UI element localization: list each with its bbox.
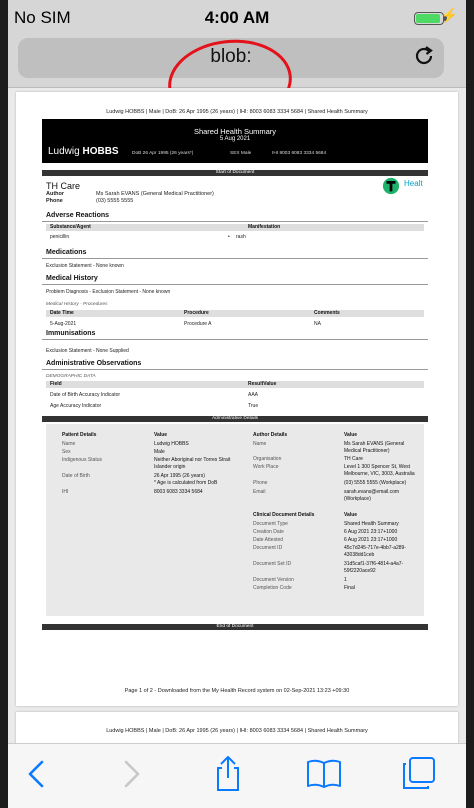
page2-header-line: Ludwig HOBBS | Male | DoB: 26 Apr 1995 (26 years) | IHI: 8003 6083 3334 5684 | Shared Health Summary <box>106 728 368 734</box>
cd-completion-label: Completion Code <box>253 585 292 591</box>
cd-setid-value: 31d5caf1-37f6-4814-a4a7-59f2220ace92 <box>344 561 404 574</box>
battery-fill <box>416 14 440 23</box>
adverse-reactions-heading: Adverse Reactions <box>46 212 110 219</box>
clinical-value-heading: Value <box>344 512 358 518</box>
url-text[interactable]: blob: <box>210 46 252 67</box>
banner-dob: DoB 26 Apr 1995 (26 years*) <box>132 151 194 156</box>
page-header-line: Ludwig HOBBS | Male | DoB: 26 Apr 1995 (26 years) | IHI: 8003 6083 3334 5684 | Shared Health Summary <box>106 109 368 115</box>
pd-ihi-value: 8003 6083 3334 5684 <box>154 489 203 495</box>
patient-last-name: HOBBS <box>82 146 119 157</box>
ad-phone-value: (03) 5555 5555 (Workplace) <box>344 480 407 486</box>
pd-sex-label: Sex <box>62 449 71 455</box>
pd-dob-note: * Age is calculated from DoB <box>154 480 218 486</box>
substance-value: penicillin <box>50 234 70 240</box>
medications-statement: Exclusion Statement - None known <box>46 263 124 269</box>
charging-bolt-icon: ⚡ <box>440 7 458 23</box>
page-footer: Page 1 of 2 - Downloaded from the My Health Record system on 02-Sep-2021 13:23 +09:30 <box>124 688 350 694</box>
start-of-document-bar: Start of Document <box>42 170 428 176</box>
ad-email-value: sarah.evans@email.com (Workplace) <box>344 489 400 502</box>
admin-row2-value: True <box>248 403 259 409</box>
administrative-details-bar: Administrative Details <box>42 416 428 422</box>
admin-row2-field: Age Accuracy Indicator <box>50 403 102 409</box>
admin-table-header <box>46 381 424 388</box>
divider <box>42 258 428 259</box>
document-title: Shared Health Summary <box>193 127 277 136</box>
bookmarks-icon[interactable] <box>304 754 344 794</box>
pd-sex-value: Male <box>154 449 165 455</box>
immunisations-heading: Immunisations <box>46 330 96 337</box>
ad-work-value: Level 1 300 Spencer St, West Melbourne, VIC, 3003, Australia <box>344 464 415 477</box>
divider <box>42 221 428 222</box>
pd-dob-value: 26 Apr 1995 (26 years) <box>154 473 205 479</box>
pd-indigenous-label: Indigenous Status <box>62 457 103 463</box>
cd-attested-value: 6 Aug 2021 23:17+1000 <box>344 537 398 543</box>
cd-created-label: Creation Date <box>253 529 284 535</box>
pd-indigenous-value: Neither Aboriginal nor Torres Strait Islander origin <box>154 457 231 470</box>
procedure-date: 5-Aug-2021 <box>50 321 77 327</box>
share-icon[interactable] <box>208 754 248 794</box>
adverse-table-header <box>46 224 424 231</box>
cd-created-value: 6 Aug 2021 23:17+1000 <box>344 529 398 535</box>
phone-label: Phone <box>46 198 63 204</box>
pd-name-value: Ludwig HOBBS <box>154 441 189 447</box>
ad-name-label: Name <box>253 441 267 447</box>
document-viewport[interactable] <box>8 88 466 743</box>
back-icon[interactable] <box>16 754 56 794</box>
pd-dob-label: Date of Birth <box>62 473 90 479</box>
document-page-2 <box>16 712 458 743</box>
administrative-details-panel <box>46 424 424 616</box>
browser-address-area <box>8 32 466 88</box>
title-banner <box>42 119 428 163</box>
col-manifestation: Manifestation <box>248 224 281 230</box>
admin-row1-value: AAA <box>248 392 259 398</box>
author-label: Author <box>46 191 65 197</box>
cd-docid-value: 45c7d245-717e-4bb7-a289-43038dd1ceb <box>344 545 406 558</box>
document-page-1 <box>16 92 458 706</box>
col-comments: Comments <box>314 310 340 316</box>
ad-org-label: Organisation <box>253 456 282 462</box>
patient-name <box>48 146 119 157</box>
banner-ihi: IHI 8003 6083 3334 5684 <box>272 151 327 156</box>
divider <box>42 339 428 340</box>
phone-value: (03) 5555 5555 <box>96 198 134 204</box>
procedure-name: Procedure A <box>184 321 212 327</box>
end-of-document-bar: End of Document <box>42 624 428 630</box>
cd-version-label: Document Version <box>253 577 294 583</box>
reload-icon[interactable] <box>412 44 436 68</box>
ad-phone-label: Phone <box>253 480 268 486</box>
manifestation-value: rash <box>236 234 246 240</box>
cd-doctype-label: Document Type <box>253 521 288 527</box>
clinical-details-heading: Clinical Document Details <box>253 512 315 518</box>
status-bar <box>8 0 466 32</box>
bullet: • <box>228 234 230 240</box>
logo-text: Healt <box>404 179 423 188</box>
col-substance: Substance/Agent <box>50 224 91 230</box>
col-field: Field <box>50 381 62 387</box>
ad-name-value: Ms Sarah EVANS (General Medical Practitioner) <box>344 441 405 454</box>
pd-ihi-label: IHI <box>62 489 69 495</box>
col-procedure: Procedure <box>184 310 209 316</box>
banner-sex: SEX Male <box>230 151 252 156</box>
immunisations-statement: Exclusion Statement - None Supplied <box>46 348 129 354</box>
cd-setid-label: Document Set ID <box>253 561 292 567</box>
admin-observations-heading: Administrative Observations <box>46 360 142 367</box>
author-details-heading: Author Details <box>253 432 288 438</box>
battery-icon <box>414 12 444 25</box>
cd-completion-value: Final <box>344 585 355 591</box>
author-value-heading: Value <box>344 432 358 438</box>
patient-details-heading: Patient Details <box>62 432 97 438</box>
author-value: Ms Sarah EVANS (General Medical Practitioner) <box>96 191 214 197</box>
safari-toolbar <box>8 743 466 808</box>
procedures-subheading: Medical History - Procedures <box>46 302 108 307</box>
medical-history-heading: Medical History <box>46 275 98 282</box>
col-result-value: ResultValue <box>248 381 277 387</box>
ad-email-label: Email <box>253 489 266 495</box>
divider <box>42 369 428 370</box>
divider <box>42 284 428 285</box>
cd-docid-label: Document ID <box>253 545 283 551</box>
cd-attested-label: Date Attested <box>253 537 284 543</box>
admin-row1-field: Date of Birth Accuracy Indicator <box>50 392 121 398</box>
ad-work-label: Work Place <box>253 464 279 470</box>
clock: 4:00 AM <box>204 8 270 27</box>
procedure-comments: NA <box>314 321 321 327</box>
carrier-label: No SIM <box>14 8 71 27</box>
cd-doctype-value: Shared Health Summary <box>344 521 399 527</box>
screen <box>8 0 466 808</box>
procedures-table-header <box>46 310 424 317</box>
patient-value-heading: Value <box>154 432 168 438</box>
telstra-logo-icon <box>382 177 400 195</box>
cd-version-value: 1 <box>344 577 347 583</box>
tabs-icon[interactable] <box>398 754 438 794</box>
history-statement: Problem Diagnosis - Exclusion Statement - None known <box>46 289 171 295</box>
document-date: 5 Aug 2021 <box>219 136 251 142</box>
pd-name-label: Name <box>62 441 76 447</box>
forward-icon[interactable] <box>112 754 152 794</box>
patient-first-name: Ludwig <box>48 146 80 157</box>
demographic-subheading: DEMOGRAPHIC DATA <box>46 374 96 379</box>
organisation-name: TH Care <box>46 181 81 191</box>
medications-heading: Medications <box>46 249 87 256</box>
col-date-time: Date Time <box>50 310 74 316</box>
ad-org-value: TH Care <box>344 456 363 462</box>
